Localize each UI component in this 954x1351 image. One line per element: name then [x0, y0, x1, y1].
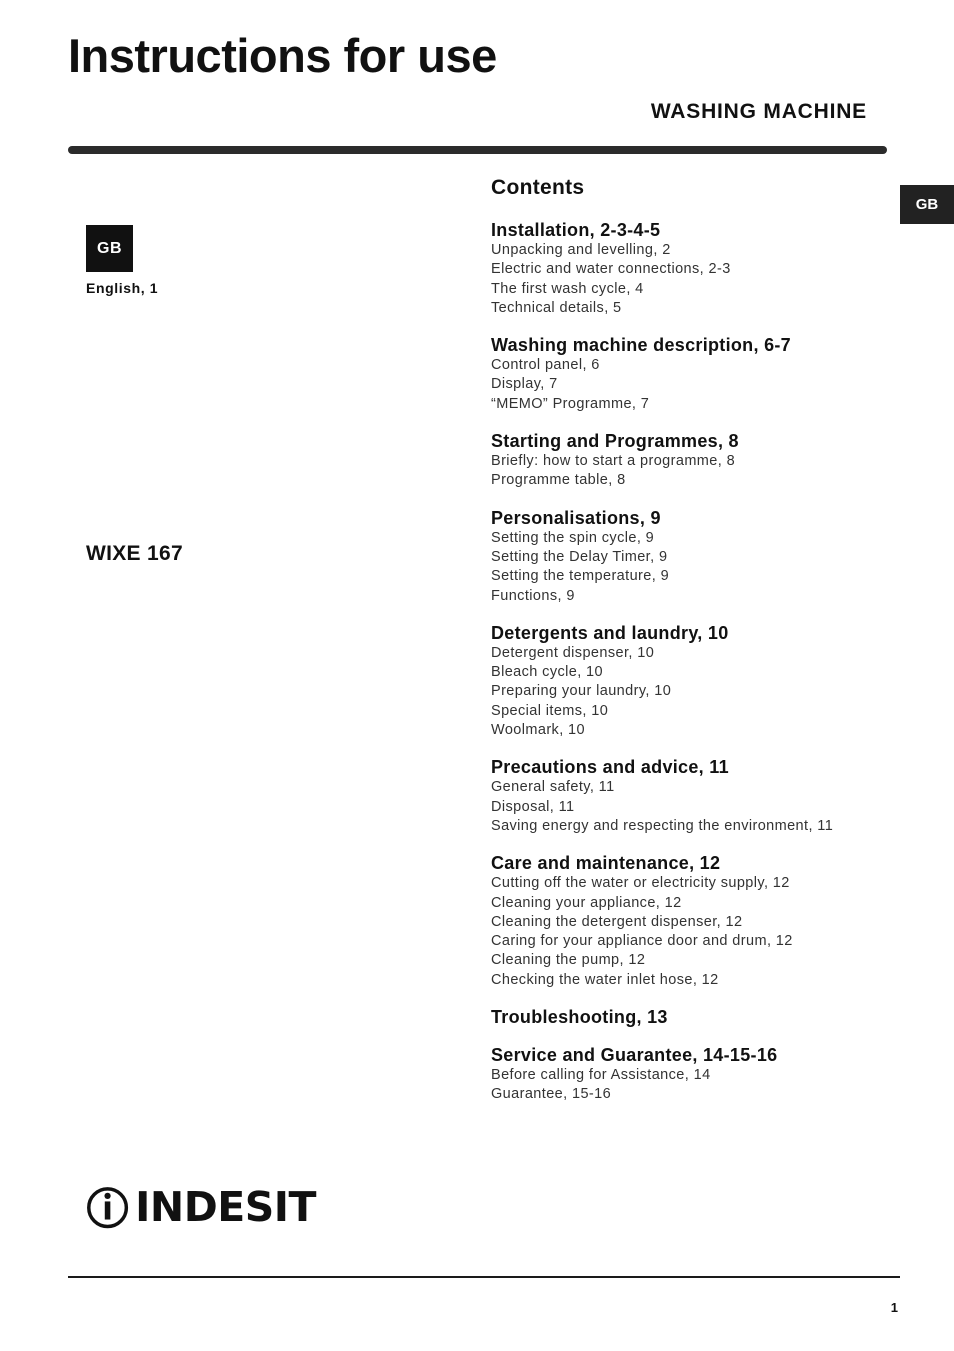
top-divider — [68, 146, 887, 154]
toc-item: “MEMO” Programme, 7 — [491, 395, 650, 412]
toc-section-title: Care and maintenance, 12 — [491, 853, 721, 874]
toc-section — [491, 508, 891, 606]
toc-section-title: Installation, 2-3-4-5 — [491, 220, 661, 240]
side-language-tab: GB — [900, 185, 954, 224]
toc-item: Setting the Delay Timer, 9 — [491, 548, 668, 565]
toc-section — [491, 431, 891, 491]
toc-item: Detergent dispenser, 10 — [491, 644, 655, 661]
toc-item: Special items, 10 — [491, 702, 609, 719]
toc-item: Unpacking and levelling, 2 — [491, 242, 671, 258]
language-label: English, 1 — [86, 280, 159, 296]
toc-section-title: Service and Guarantee, 14-15-16 — [491, 1045, 778, 1066]
toc-item: Checking the water inlet hose, 12 — [491, 971, 719, 988]
toc-section — [491, 1045, 891, 1105]
toc-item: Cutting off the water or electricity supply, 12 — [491, 875, 790, 892]
toc-section — [491, 853, 891, 990]
toc-item: Caring for your appliance door and drum, 12 — [491, 933, 793, 950]
toc-item: Cleaning the pump, 12 — [491, 952, 646, 969]
toc-item: Cleaning your appliance, 12 — [491, 894, 682, 911]
toc-item: Bleach cycle, 10 — [491, 664, 603, 681]
toc-section — [491, 335, 891, 414]
toc-item: Briefly: how to start a programme, 8 — [491, 453, 736, 470]
toc-item: Preparing your laundry, 10 — [491, 683, 672, 700]
bottom-divider — [68, 1276, 900, 1278]
toc-item: Guarantee, 15-16 — [491, 1086, 612, 1103]
toc-section-title: Washing machine description, 6-7 — [491, 335, 791, 356]
toc-section — [491, 757, 891, 836]
toc-section — [491, 220, 891, 318]
toc-item: Functions, 9 — [491, 587, 575, 604]
toc-item: Electric and water connections, 2-3 — [491, 261, 731, 278]
toc-section-title: Starting and Programmes, 8 — [491, 431, 739, 452]
contents-heading: Contents — [491, 176, 585, 199]
table-of-contents — [491, 176, 891, 1122]
toc-item: Before calling for Assistance, 14 — [491, 1067, 711, 1084]
logo-wordmark: INDESIT — [135, 1183, 316, 1231]
toc-section-title: Detergents and laundry, 10 — [491, 622, 729, 643]
indesit-logo-icon — [86, 1176, 129, 1238]
toc-item: Saving energy and respecting the environment, 11 — [491, 817, 834, 834]
brand-logo — [86, 1176, 316, 1238]
toc-item: Setting the temperature, 9 — [491, 568, 670, 585]
toc-section-title: Precautions and advice, 11 — [491, 757, 729, 778]
toc-item: The first wash cycle, 4 — [491, 280, 644, 297]
toc-sections — [491, 220, 891, 1105]
toc-item: Control panel, 6 — [491, 357, 600, 374]
toc-section — [491, 623, 891, 740]
toc-item: Disposal, 11 — [491, 798, 575, 815]
document-subtitle: WASHING MACHINE — [650, 100, 867, 123]
toc-section-title: Personalisations, 9 — [491, 507, 661, 528]
document-title: Instructions for use — [68, 29, 497, 82]
toc-item: Cleaning the detergent dispenser, 12 — [491, 913, 743, 930]
toc-item: Woolmark, 10 — [491, 722, 585, 739]
toc-item: General safety, 11 — [491, 779, 615, 796]
page-number: 1 — [890, 1300, 898, 1315]
toc-item: Technical details, 5 — [491, 299, 622, 316]
toc-section — [491, 1007, 891, 1028]
toc-item: Display, 7 — [491, 376, 558, 393]
toc-item: Setting the spin cycle, 9 — [491, 529, 655, 546]
language-badge: GB — [86, 225, 133, 272]
model-name: WIXE 167 — [86, 542, 183, 565]
toc-item: Programme table, 8 — [491, 472, 626, 489]
toc-section-title: Troubleshooting, 13 — [491, 1007, 668, 1028]
